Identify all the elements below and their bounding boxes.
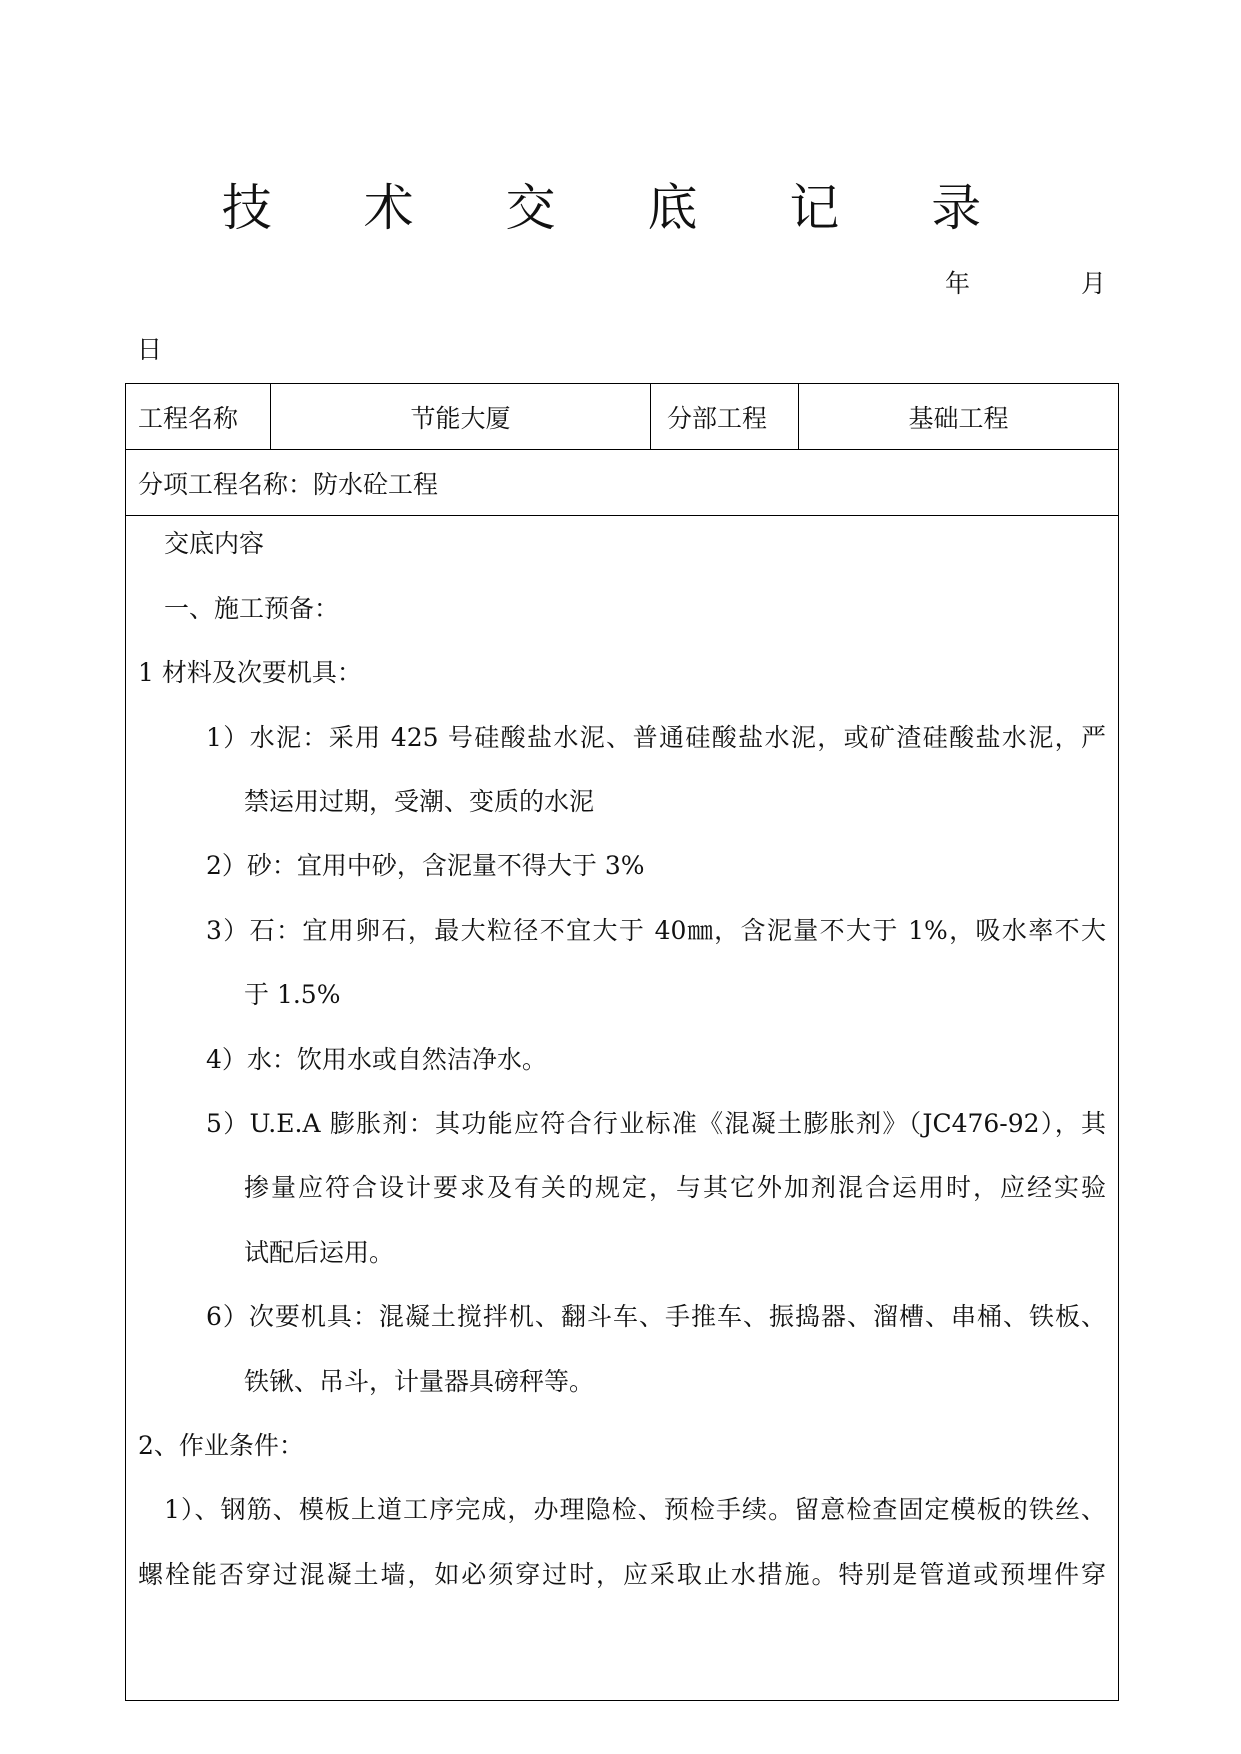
item-water: 4）水：饮用水或自然洁净水。 bbox=[206, 1045, 547, 1074]
item-expansion-agent-cont2: 试配后运用。 bbox=[244, 1238, 395, 1267]
subsection-materials: 1 材料及次要机具： bbox=[138, 658, 362, 687]
date-month-label: 月 bbox=[1081, 269, 1107, 298]
item-cement: 1）水泥：采用 425 号硅酸盐水泥、普通硅酸盐水泥，或矿渣硅酸盐水泥，严 bbox=[206, 723, 1106, 752]
subitem-cell bbox=[126, 450, 1118, 515]
project-name-value: 节能大厦 bbox=[271, 384, 651, 449]
record-table bbox=[125, 383, 1119, 1701]
header-row-subitem bbox=[126, 450, 1118, 516]
subitem-value: 防水砼工程 bbox=[313, 469, 439, 499]
item-sand: 2）砂：宜用中砂，含泥量不得大于 3% bbox=[206, 851, 645, 880]
item-expansion-agent-cont: 掺量应符合设计要求及有关的规定，与其它外加剂混合运用时，应经实验 bbox=[244, 1173, 1106, 1202]
division-value: 基础工程 bbox=[908, 403, 1009, 433]
document-title: 技 术 交 底 记 录 bbox=[221, 179, 1020, 237]
date-year-label: 年 bbox=[945, 269, 971, 298]
project-name-label: 工程名称 bbox=[126, 384, 271, 449]
date-day-label: 日 bbox=[137, 335, 163, 364]
item-stone-cont: 于 1.5% bbox=[244, 980, 341, 1009]
section-preparation: 一、施工预备： bbox=[164, 594, 340, 623]
item-equipment-cont: 铁锹、吊斗，计量器具磅秤等。 bbox=[244, 1367, 595, 1396]
condition-1: 1）、钢筋、模板上道工序完成，办理隐检、预检手续。留意检查固定模板的铁丝、 bbox=[164, 1495, 1106, 1524]
division-label: 分部工程 bbox=[651, 384, 799, 449]
subitem-label: 分项工程名称： bbox=[138, 469, 314, 499]
content-heading: 交底内容 bbox=[164, 529, 265, 558]
header-row-project bbox=[126, 384, 1118, 450]
item-equipment: 6）次要机具：混凝土搅拌机、翻斗车、手推车、振捣器、溜槽、串桶、铁板、 bbox=[206, 1302, 1106, 1331]
item-cement-cont: 禁运用过期，受潮、变质的水泥 bbox=[244, 787, 595, 816]
item-expansion-agent: 5）U.E.A 膨胀剂：其功能应符合行业标准《混凝土膨胀剂》（JC476-92），其 bbox=[206, 1109, 1106, 1138]
condition-1-cont: 螺栓能否穿过混凝土墙，如必须穿过时，应采取止水措施。特别是管道或预埋件穿 bbox=[138, 1560, 1106, 1589]
item-stone: 3）石：宜用卵石，最大粒径不宜大于 40㎜，含泥量不大于 1%，吸水率不大 bbox=[206, 916, 1106, 945]
subsection-conditions: 2、作业条件： bbox=[138, 1431, 304, 1460]
